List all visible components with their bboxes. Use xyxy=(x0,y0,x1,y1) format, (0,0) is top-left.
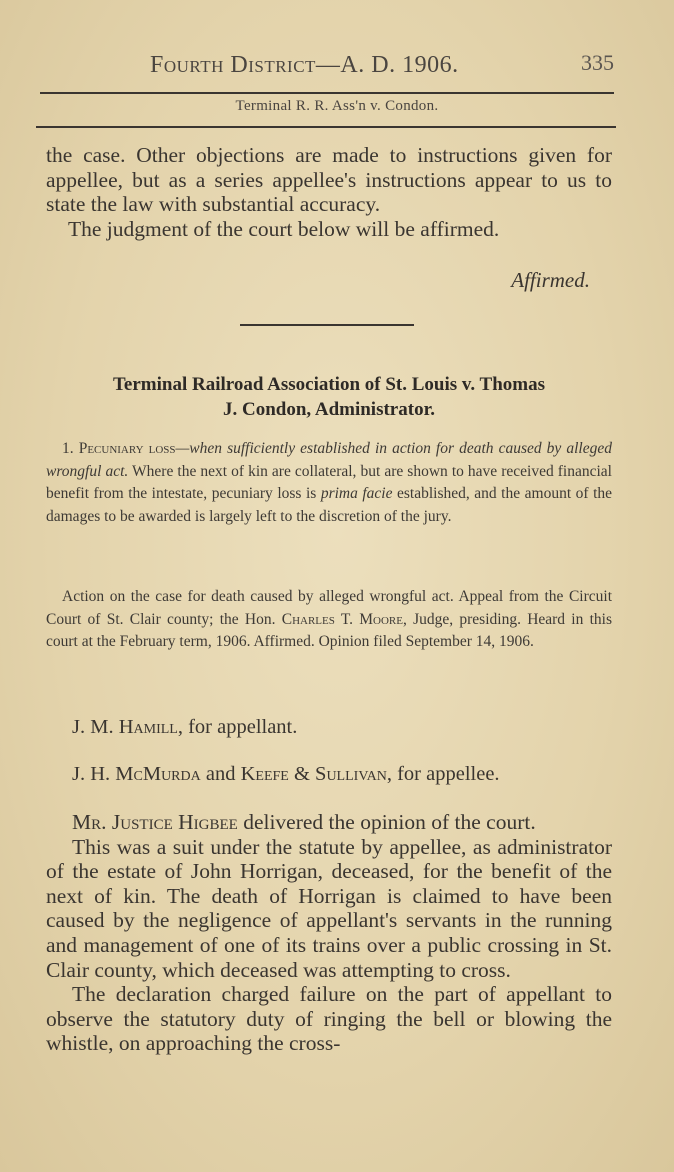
opinion-paragraph-2: The declaration charged failure on the part of appellant to observe the statutory duty of ringing the bell or blowing the whistle, on approaching the cross- xyxy=(46,982,612,1056)
headnote-topic: Pecuniary loss xyxy=(78,440,176,457)
counsel-appellee xyxy=(72,763,500,786)
counsel-appellee-name-1: J. H. McMurda xyxy=(72,763,201,785)
case-title-line-1: Terminal Railroad Association of St. Louis v. Thomas xyxy=(113,374,545,395)
opinion-intro: delivered the opinion of the court. xyxy=(237,810,536,834)
case-title-line-2: J. Condon, Administrator. xyxy=(222,399,436,420)
counsel-appellant-name: J. M. Hamill xyxy=(72,716,178,738)
opinion-heading xyxy=(46,810,612,835)
action-statement xyxy=(46,586,612,654)
case-title xyxy=(46,372,612,422)
opinion-paragraph-1: This was a suit under the statute by appellee, as administrator of the estate of John Horrigan, deceased, for the benefit of the next of kin. The death of Horrigan is claimed to have been caused by the negligence of appellant's servants in the running and management of one of its trains over a public crossing in St. Clair county, which deceased was attempting to cross. xyxy=(46,834,612,982)
opinion-body xyxy=(46,810,612,1056)
action-statement-part-1: Action on the case for death caused by alleged wrongful act. Appeal from the Circuit Court of St. Clair county; the Hon. xyxy=(46,588,612,628)
judge-name: Charles T. Moore xyxy=(281,610,403,628)
opinion-justice: Mr. Justice Higbee xyxy=(72,810,238,834)
header-rule-bottom xyxy=(36,126,616,128)
prior-opinion-paragraph: the case. Other objections are made to instructions given for appellee, but as a series appellee's instructions appear to us to state the law with substantial accuracy. xyxy=(46,143,612,216)
section-divider xyxy=(240,324,414,326)
headnote-italic-phrase: prima facie xyxy=(320,485,393,502)
counsel-appellee-and: and xyxy=(200,763,241,785)
judgment-sentence: The judgment of the court below will be affirmed. xyxy=(68,216,500,241)
headnote-number: 1. xyxy=(62,440,74,457)
headnote xyxy=(46,438,612,528)
counsel-appellant-role: , for appellant. xyxy=(177,716,298,738)
counsel-appellee-role: , for appellee. xyxy=(386,763,500,785)
action-statement-part-2: , Judge, presiding. Heard in this court at the February term, 1906. Affirmed. Opinion filed September 14, 1906. xyxy=(46,610,612,650)
counsel-appellee-name-2: Keefe & Sullivan xyxy=(240,763,387,785)
running-head xyxy=(46,50,616,84)
headnote-text: Where the next of kin are collateral, but are shown to have received financial benefit from the intestate, pecuniary loss is xyxy=(46,462,612,502)
running-head-title: Fourth District—A. D. 1906. xyxy=(150,52,459,78)
case-short-title: Terminal R. R. Ass'n v. Condon. xyxy=(235,98,439,114)
counsel-appellant xyxy=(72,716,297,739)
headnote-topic-rest: —when sufficiently established in action for death caused by alleged wrongful act. xyxy=(46,440,612,480)
headnote-text-end: established, and the amount of the damages to be awarded is largely left to the discretion of the jury. xyxy=(46,485,613,525)
disposition-affirmed: Affirmed. xyxy=(511,268,590,292)
header-rule-top xyxy=(40,92,614,94)
prior-opinion-text xyxy=(46,143,612,241)
page-number: 335 xyxy=(581,50,614,75)
